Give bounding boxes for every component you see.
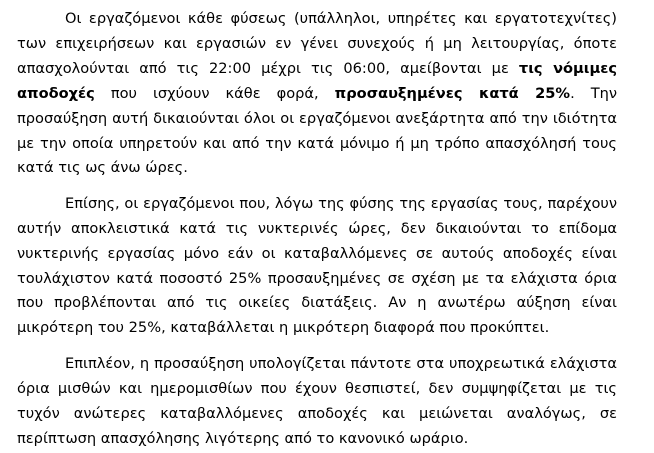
bold-increase-25: προσαυξημένες κατά 25%	[334, 84, 571, 102]
paragraph-night-pay	[17, 7, 617, 181]
paragraph-night-workers: Επίσης, οι εργαζόμενοι που, λόγω της φύσης της εργασίας τους, παρέχουν αυτήν αποκλειστικά κατά τις νυκτερινές ώρες, δεν δικαιούνται το επίδομα νυκτερινής εργασίας μόνο εάν οι καταβαλλόμενες σε αυτούς αποδοχές είναι τουλάχιστον κατά ποσοστό 25% προσαυξημένες σε σχέση με τα ελάχιστα όρια που προβλέπονται από τις οικείες διατάξεις. Αν η ανωτέρω αύξηση είναι μικρότερη του 25%, καταβάλλεται η μικρότερη διαφορά που προκύπτει.	[17, 194, 617, 337]
bold-legal-earnings: τις νόμιμες αποδοχές	[17, 59, 617, 102]
document-body	[17, 7, 617, 451]
paragraph-1-text-b: που ισχύουν κάθε φορά,	[94, 84, 335, 102]
paragraph-calculation: Επιπλέον, η προσαύξηση υπολογίζεται πάντοτε στα υποχρεωτικά ελάχιστα όρια μισθών και ημερομισθίων που έχουν θεσπιστεί, δεν συμψηφίζεται με τις τυχόν ανώτερες καταβαλλόμενες αποδοχές και μειώνεται αναλόγως, σε περίπτωση απασχόλησης λιγότερης από το κανονικό ωράριο.	[17, 354, 617, 447]
paragraph-1-text-c: . Την προσαύξηση αυτή δικαιούνται όλοι οι εργαζόμενοι ανεξάρτητα από την ιδιότητα με την οποία υπηρετούν και από την κατά μόνιμο ή μη τρόπο απασχόλησή τους κατά τις ως άνω ώρες.	[17, 84, 618, 177]
paragraph-1-text-a: Οι εργαζόμενοι κάθε φύσεως (υπάλληλοι, υπηρέτες και εργατοτεχνίτες) των επιχειρήσεων και εργασιών εν γένει συνεχούς ή μη λειτουργίας, όποτε απασχολούνται από τις 22:00 μέχρι τις 06:00, αμείβονται με	[17, 10, 617, 77]
